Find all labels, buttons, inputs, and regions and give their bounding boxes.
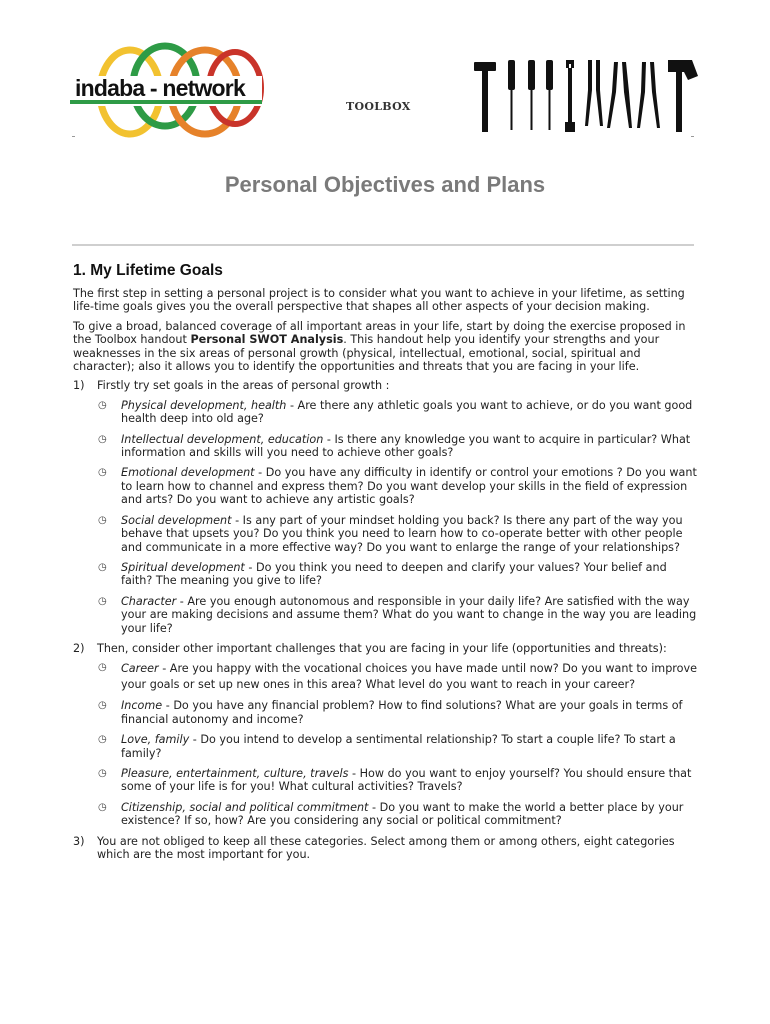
item-number: 3) [73, 834, 85, 848]
clock-bullet-icon: ◷ [98, 700, 107, 712]
item-number: 1) [73, 379, 85, 393]
list-item [97, 661, 698, 692]
item-number: 2) [73, 641, 85, 655]
list-item [97, 733, 698, 760]
screwdriver-icon [508, 60, 515, 130]
item-text: Firstly try set goals in the areas of personal growth : [97, 379, 390, 393]
bullet-label: Income [121, 699, 163, 713]
swot-handout-name: Personal SWOT Analysis [190, 333, 344, 347]
list-item [97, 466, 698, 506]
bullet-text: - Do you have any financial problem? How to find solutions? What are your goals in terms of financial autonomy and income? [121, 699, 683, 726]
list-item [97, 595, 698, 635]
logo-wordmark: indaba - network [75, 75, 245, 101]
bullet-text: - How do you want to enjoy yourself? You should ensure that some of your life is for you! What cultural activities? Travels? [121, 766, 692, 794]
bullet-text: - Do you have any difficulty in identify or control your emotions ? Do you want to learn how to channel and express them? Do you want develop your skills in the field of expression and arts? Do you want to achieve any artistic goals? [121, 466, 697, 507]
bullet-label: Emotional development [121, 466, 255, 480]
clock-bullet-icon: ◷ [98, 801, 107, 813]
clock-bullet-icon: ◷ [98, 467, 107, 479]
bullet-text: - Do you intend to develop a sentimental relationship? To start a couple life? To start a family? [121, 733, 676, 760]
list-item [97, 433, 698, 460]
screwdriver-icon [546, 60, 553, 130]
bullet-text: - Is any part of your mindset holding you back? Is there any part of the way you behave that upsets you? Do you think you need to learn how to co-operate better with other people and communicate in a more effective way? Do you want to enlarge the range of your relationships? [121, 513, 683, 554]
clock-bullet-icon: ◷ [98, 561, 107, 573]
section-body [73, 287, 698, 867]
item-text: Then, consider other important challenges that you are facing in your life (opportunities and threats): [97, 641, 667, 655]
swot-paragraph-end: . This handout help you identify your strengths and your weaknesses in the six areas of personal growth (physical, intellectual, emotional, social, spiritual and character); also it allows you to identify the opportunities and threats that you are facing in your life. [73, 333, 660, 374]
numbered-item [73, 379, 698, 392]
swot-paragraph-start: To give a broad, balanced coverage of all important areas in your life, start by doing the exercise proposed in the Toolbox handout [73, 319, 686, 347]
swot-paragraph [73, 320, 698, 374]
list-item [97, 399, 698, 426]
clock-bullet-icon: ◷ [98, 595, 107, 607]
item-text: You are not obliged to keep all these categories. Select among them or among others, eight categories which are the most important for you. [97, 834, 675, 861]
clock-bullet-icon: ◷ [98, 399, 107, 411]
bullet-label: Pleasure, entertainment, culture, travels [121, 766, 349, 780]
list-item [97, 767, 698, 794]
screwdriver-icon [528, 60, 535, 130]
clock-bullet-icon: ◷ [98, 734, 107, 746]
list-item [97, 514, 698, 554]
bullet-label: Physical development, health [121, 398, 287, 412]
bullet-label: Character [121, 594, 177, 608]
clock-bullet-icon: ◷ [98, 662, 107, 674]
bullet-label: Career [121, 662, 159, 676]
bullet-text: - Are you happy with the vocational choices you have made until now? Do you want to improve your goals or set up new ones in this area? What level do you want to reach in your career? [121, 662, 698, 691]
list-item [97, 801, 698, 828]
bullet-label: Love, family [121, 733, 190, 747]
title-divider [72, 244, 694, 246]
bullet-text: - Are you enough autonomous and responsible in your daily life? Are satisfied with the way your are making decisions and assume them? What do you want to change in the way you are leading your life? [121, 594, 697, 635]
numbered-item [73, 642, 698, 655]
pliers-icon [607, 62, 632, 128]
bullet-text: - Do you think you need to deepen and clarify your values? Your belief and faith? The meaning you give to life? [121, 560, 667, 588]
bullet-label: Intellectual development, education [121, 432, 324, 446]
intro-paragraph: The first step in setting a personal project is to consider what you want to achieve in your lifetime, as setting life-time goals gives you the overall perspective that shapes all other aspects of your decision making. [73, 287, 685, 314]
header-corner-mark [691, 136, 694, 137]
axe-icon [668, 60, 698, 132]
bullet-label: Spiritual development [121, 560, 245, 574]
growth-area-list [97, 399, 698, 635]
list-item [97, 561, 698, 588]
section-heading: 1. My Lifetime Goals [73, 262, 223, 279]
bullet-text: - Is there any knowledge you want to acquire in particular? What information and skills will you need to achieve other goals? [121, 432, 691, 460]
bullet-text: - Do you want to make the world a better place by your existence? If so, how? Are you considering any social or political commitment? [121, 800, 684, 828]
pliers-icon [637, 62, 660, 128]
challenge-list [97, 661, 698, 827]
numbered-item [73, 835, 698, 862]
clock-bullet-icon: ◷ [98, 514, 107, 526]
clock-bullet-icon: ◷ [98, 433, 107, 445]
list-item [97, 699, 698, 726]
toolbox-label: TOOLBOX [346, 100, 411, 113]
page-title: Personal Objectives and Plans [224, 172, 546, 197]
bullet-label: Citizenship, social and political commitment [121, 800, 369, 814]
clock-bullet-icon: ◷ [98, 767, 107, 779]
indaba-network-logo [70, 42, 280, 138]
header-corner-mark [72, 136, 75, 137]
hammer-icon [474, 62, 496, 132]
bullet-text: - Are there any athletic goals you want to achieve, or do you want good health deep into old age? [121, 398, 693, 426]
bullet-label: Social development [121, 513, 232, 527]
pliers-icon [585, 60, 603, 126]
wrench-icon [565, 60, 575, 132]
tools-illustration [470, 56, 700, 136]
